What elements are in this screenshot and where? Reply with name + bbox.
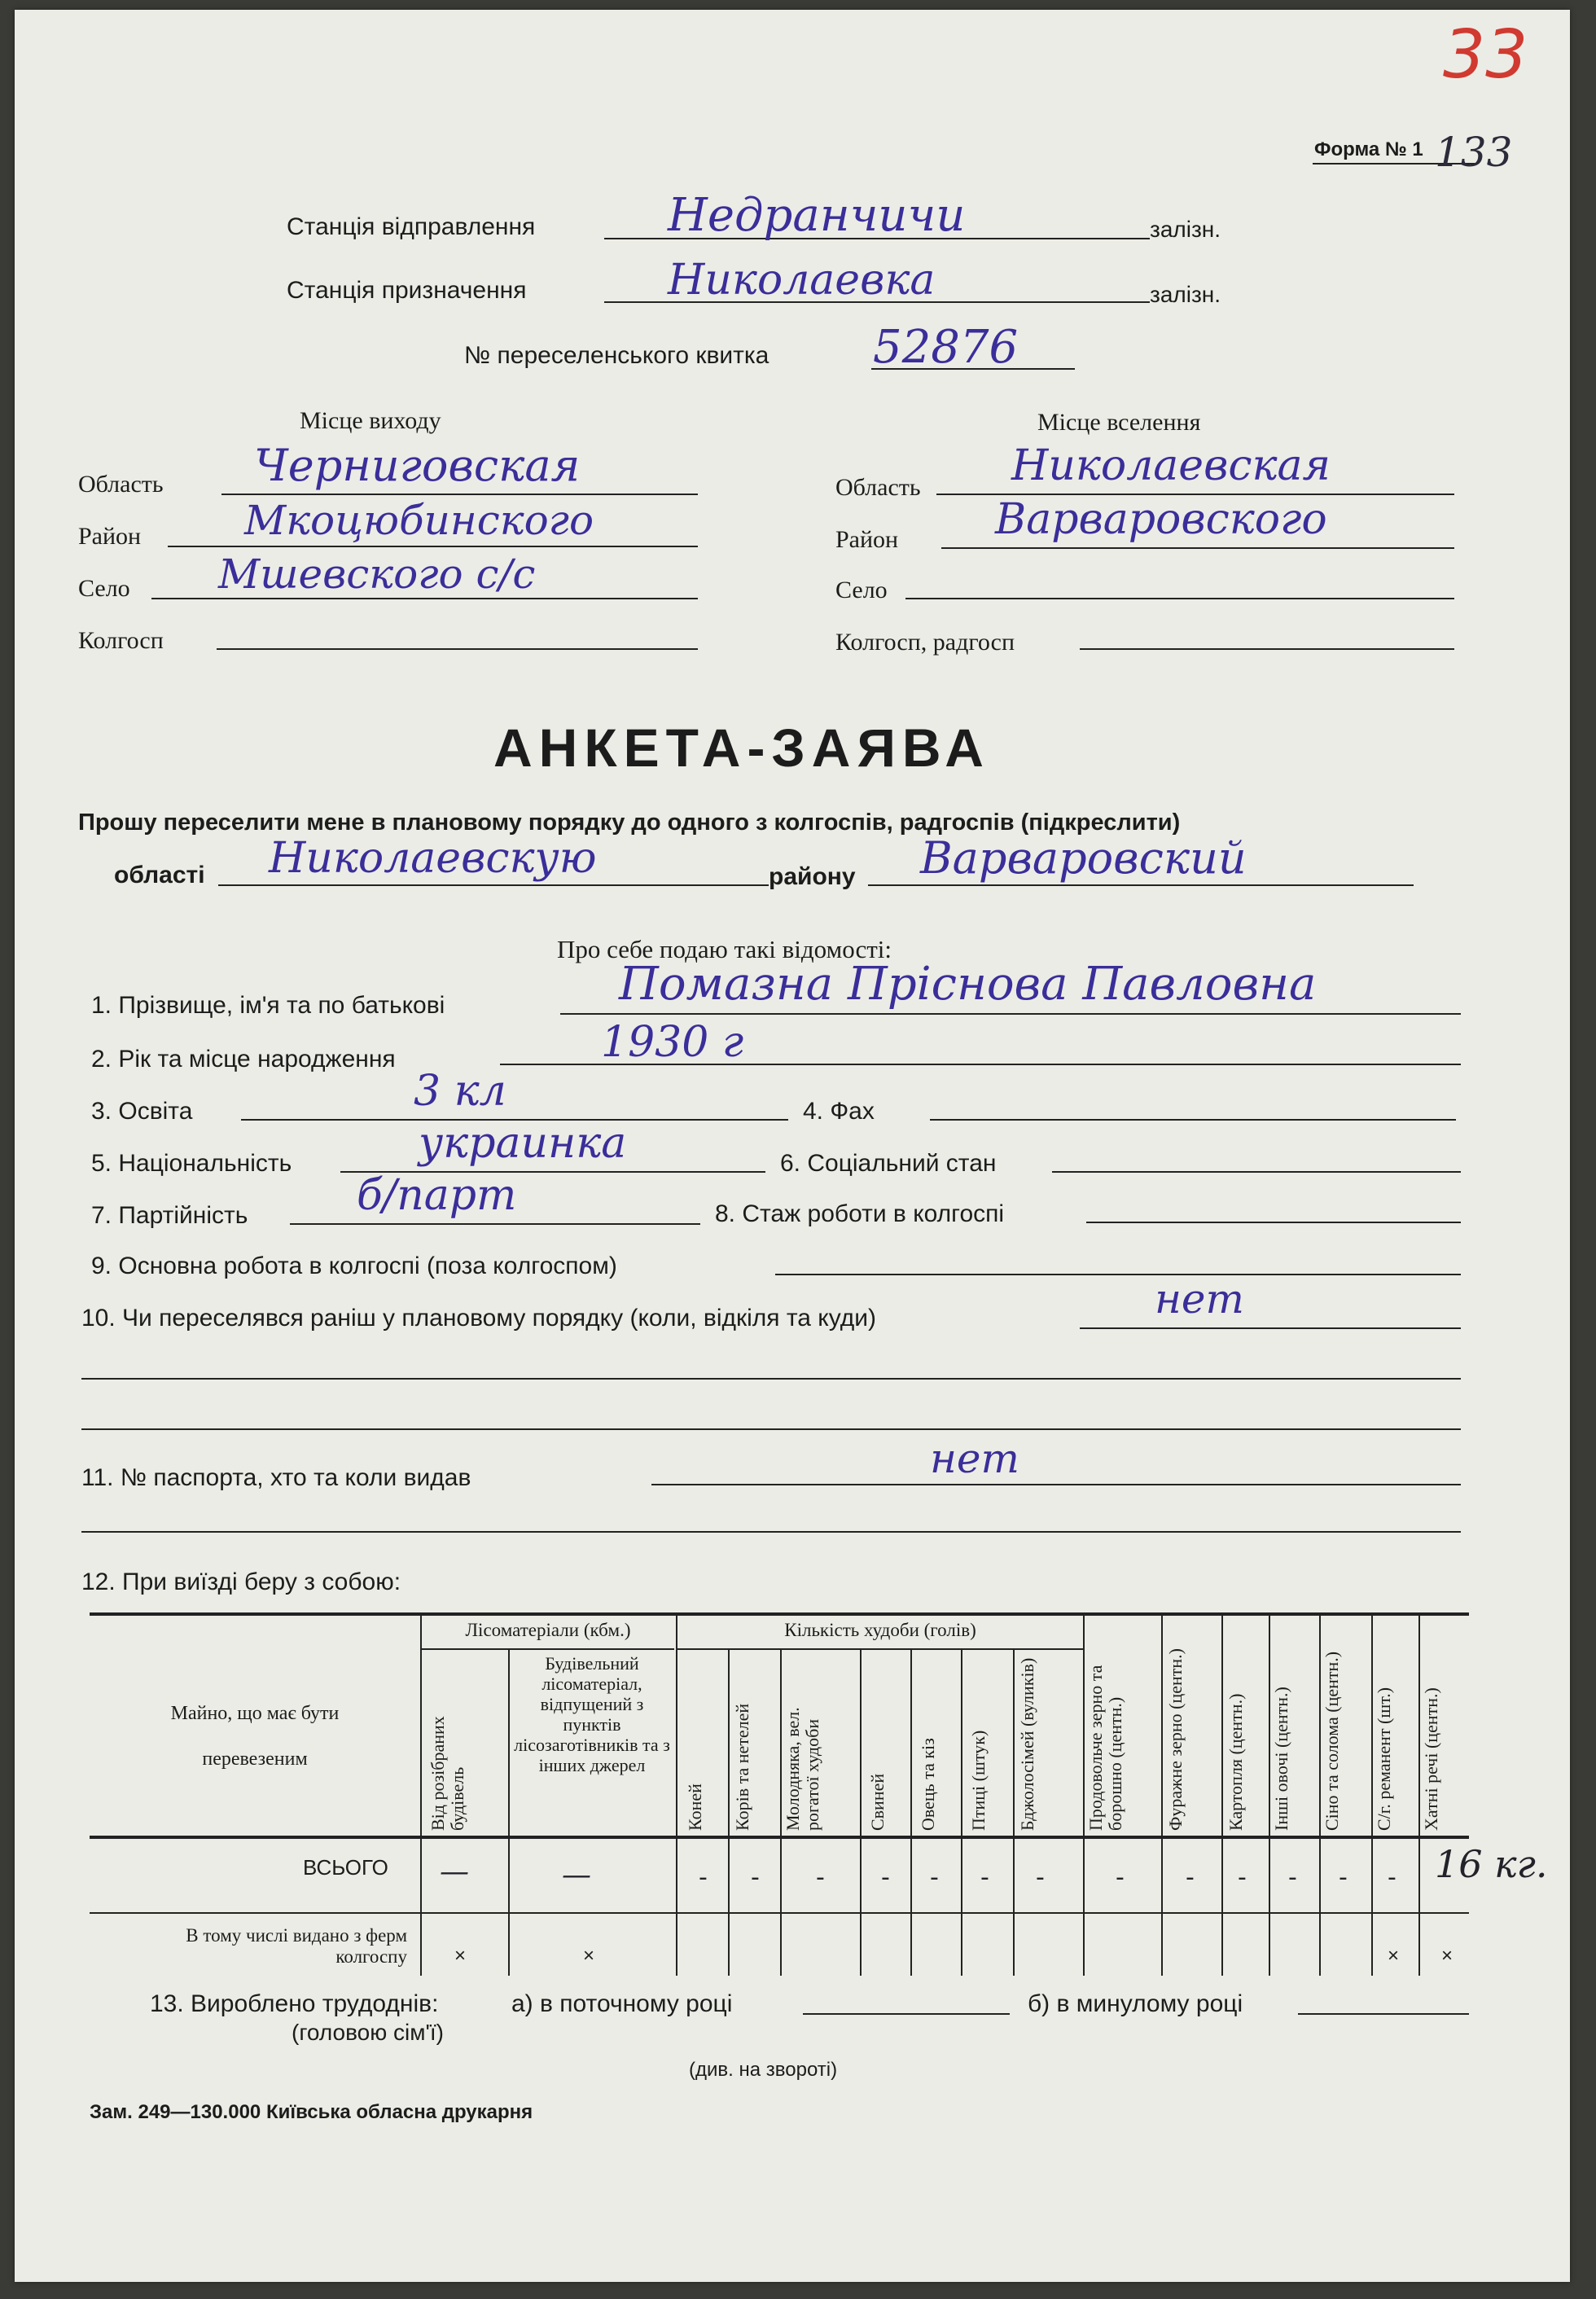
total-value-0: — <box>440 1855 469 1889</box>
destination-district-value: Варваровского <box>995 495 1327 544</box>
field-9-line <box>775 1274 1461 1275</box>
field-6-label: 6. Соціальний стан <box>780 1150 997 1177</box>
field-5-value: украинка <box>419 1119 627 1168</box>
livestock-col-horses: Коней <box>685 1783 705 1831</box>
col-divider-9 <box>1083 1614 1085 1976</box>
destination-region-value: Николаевская <box>1011 441 1331 490</box>
workdays-previous-line <box>1298 2013 1469 2015</box>
station-departure-value: Недранчичи <box>668 189 966 242</box>
printer-imprint: Зам. 249—130.000 Київська обласна друкарня <box>90 2101 533 2123</box>
field-1-line <box>560 1013 1461 1015</box>
field-11-extra-line <box>81 1531 1461 1533</box>
livestock-col-pigs: Свиней <box>867 1773 888 1831</box>
origin-region-value: Черниговская <box>254 440 581 491</box>
field-1-label: 1. Прізвище, ім'я та по батькові <box>91 992 445 1019</box>
total-value-10: - <box>1186 1863 1195 1892</box>
col-divider-14 <box>1371 1614 1373 1976</box>
origin-district-line <box>168 546 698 547</box>
col-divider-8 <box>1013 1648 1015 1976</box>
col-divider-15 <box>1418 1614 1420 1976</box>
field-2-label: 2. Рік та місце народження <box>91 1046 396 1073</box>
workdays-current-label: а) в поточному році <box>511 1990 733 2017</box>
request-raion-value: Варваровский <box>920 832 1247 884</box>
livestock-col-beehives: Бджолосімей (вуликів) <box>1017 1657 1037 1831</box>
farm-value-1: × <box>583 1945 595 1967</box>
col-divider-6 <box>910 1648 912 1976</box>
col-divider-12 <box>1269 1614 1270 1976</box>
info-heading: Про себе подаю такі відомості: <box>557 935 892 963</box>
workdays-sub: (головою сім'ї) <box>292 2020 444 2045</box>
farm-value-0: × <box>454 1945 467 1967</box>
origin-village-value: Мшевского с/с <box>218 551 536 598</box>
archive-red-number: 33 <box>1443 16 1528 94</box>
origin-kolhosp-label: Колгосп <box>78 627 164 654</box>
station-departure-suffix: залізн. <box>1150 217 1221 242</box>
col-divider-7 <box>961 1648 962 1976</box>
origin-heading: Місце виходу <box>300 407 441 434</box>
workdays-label: 13. Вироблено трудоднів: <box>150 1990 439 2017</box>
field-8-line <box>1086 1222 1461 1223</box>
total-value-14: - <box>1388 1863 1396 1892</box>
ticket-value: 52876 <box>873 321 1019 374</box>
request-raion-label: району <box>769 863 856 890</box>
col-divider-13 <box>1319 1614 1321 1976</box>
request-oblast-label: області <box>114 862 205 888</box>
total-value-1: — <box>562 1858 591 1892</box>
col-divider-3 <box>728 1648 730 1976</box>
total-value-11: - <box>1238 1863 1247 1892</box>
field-8-label: 8. Стаж роботи в колгоспі <box>715 1200 1005 1227</box>
col-household-items: Хатні речі (центн.) <box>1421 1687 1441 1831</box>
request-oblast-line <box>218 884 769 886</box>
destination-kolhosp-line <box>1080 648 1454 650</box>
origin-kolhosp-line <box>217 648 698 650</box>
total-value-5: - <box>881 1863 890 1892</box>
field-3-value: 3 кл <box>414 1067 506 1116</box>
station-arrival-value: Николаевка <box>668 256 936 305</box>
col-divider-2 <box>676 1614 677 1976</box>
property-header: Майно, що має бути перевезеним <box>170 1703 340 1770</box>
col-fodder-grain: Фуражне зерно (центн.) <box>1165 1648 1186 1831</box>
farm-value-2: × <box>1388 1945 1400 1967</box>
col-divider-10 <box>1161 1614 1163 1976</box>
field-11-label: 11. № паспорта, хто та коли видав <box>81 1464 471 1491</box>
field-7-value: б/парт <box>357 1171 517 1220</box>
origin-village-line <box>151 598 698 599</box>
timber-group-rule <box>420 1648 674 1650</box>
destination-village-line <box>905 598 1454 599</box>
total-row-label: ВСЬОГО <box>303 1855 388 1880</box>
total-value-8: - <box>1036 1863 1045 1892</box>
livestock-col-cows: Корів та нетелей <box>732 1703 752 1831</box>
livestock-col-sheep: Овець та кіз <box>918 1738 938 1831</box>
workdays-previous-label: б) в минулому році <box>1028 1990 1243 2017</box>
timber-col-dismantled: Від розібраних будівель <box>428 1716 467 1831</box>
total-value-4: - <box>816 1863 825 1892</box>
field-11-value: нет <box>930 1435 1019 1482</box>
station-arrival-suffix: залізн. <box>1150 282 1221 307</box>
col-divider-4 <box>780 1648 782 1976</box>
table-header-bottom-rule <box>90 1836 1469 1839</box>
table-total-bottom-rule <box>90 1912 1469 1914</box>
total-value-13: - <box>1339 1863 1348 1892</box>
destination-district-line <box>941 547 1454 549</box>
field-10-value: нет <box>1155 1275 1244 1323</box>
station-departure-label: Станція відправлення <box>287 213 536 240</box>
timber-col-issued: Будівельний лісоматеріал, відпущений з пунктів лісозаготівників та з інших джерел <box>514 1653 670 1775</box>
workdays-current-line <box>803 2013 1010 2015</box>
farm-row-label: В тому числі видано з ферм колгоспу <box>186 1925 407 1967</box>
form-title: АНКЕТА-ЗАЯВА <box>493 717 990 778</box>
form-number-handwritten: 133 <box>1435 129 1513 176</box>
field-10-extra-line-1 <box>81 1378 1461 1380</box>
origin-village-label: Село <box>78 575 130 602</box>
total-value-9: - <box>1116 1863 1125 1892</box>
col-divider-0 <box>420 1614 422 1976</box>
field-5-label: 5. Національність <box>91 1150 292 1177</box>
livestock-group-header: Кількість худоби (голів) <box>784 1620 976 1640</box>
col-other-vegetables: Інші овочі (центн.) <box>1271 1687 1291 1831</box>
station-arrival-label: Станція призначення <box>287 277 527 304</box>
livestock-col-poultry: Птиці (штук) <box>968 1730 989 1831</box>
ticket-label: № переселенського квитка <box>464 342 770 369</box>
farm-value-3: × <box>1441 1945 1454 1967</box>
col-farm-tools: С/г. реманент (шт.) <box>1374 1687 1394 1831</box>
field-3-label: 3. Освіта <box>91 1098 193 1125</box>
origin-district-value: Мкоцюбинского <box>244 497 594 544</box>
field-2-value: 1930 г <box>601 1018 744 1067</box>
destination-region-label: Область <box>835 474 921 501</box>
field-10-label: 10. Чи переселявся раніш у плановому порядку (коли, відкіля та куди) <box>81 1305 877 1332</box>
field-7-line <box>290 1223 700 1225</box>
field-1-value: Помазна Пріснова Павловна <box>619 958 1317 1011</box>
total-value-3: - <box>751 1863 760 1892</box>
col-food-grain: Продовольче зерно та борошно (центн.) <box>1085 1665 1125 1831</box>
total-value-7: - <box>980 1863 989 1892</box>
col-divider-11 <box>1221 1614 1223 1976</box>
request-oblast-value: Николаевскую <box>269 834 597 883</box>
origin-region-line <box>221 494 698 495</box>
destination-kolhosp-label: Колгосп, радгосп <box>835 629 1015 656</box>
field-10-line <box>1080 1327 1461 1329</box>
destination-heading: Місце вселення <box>1037 409 1201 436</box>
field-11-line <box>651 1484 1461 1485</box>
total-value-6: - <box>930 1863 939 1892</box>
field-12-label: 12. При виїзді беру з собою: <box>81 1568 401 1595</box>
total-value-15: 16 кг. <box>1435 1842 1548 1886</box>
field-4-label: 4. Фах <box>803 1098 875 1125</box>
livestock-group-rule <box>676 1648 1083 1650</box>
field-10-extra-line-2 <box>81 1428 1461 1430</box>
destination-village-label: Село <box>835 577 888 603</box>
origin-district-label: Район <box>78 523 142 550</box>
table-top-rule <box>90 1612 1469 1616</box>
field-6-line <box>1052 1171 1461 1173</box>
col-divider-5 <box>860 1648 862 1976</box>
destination-district-label: Район <box>835 526 899 553</box>
col-divider-1 <box>508 1648 510 1976</box>
timber-group-header: Лісоматеріали (кбм.) <box>465 1620 631 1640</box>
field-4-line <box>930 1119 1456 1121</box>
total-value-2: - <box>699 1863 708 1892</box>
col-hay-straw: Сіно та солома (центн.) <box>1322 1651 1342 1831</box>
field-9-label: 9. Основна робота в колгоспі (поза колгоспом) <box>91 1253 617 1279</box>
origin-region-label: Область <box>78 471 164 498</box>
livestock-col-young-cattle: Молодняка, вел. рогатої худоби <box>783 1707 822 1831</box>
col-potatoes: Картопля (центн.) <box>1226 1693 1246 1831</box>
request-text: Прошу переселити мене в плановому порядку до одного з колгоспів, радгоспів (підкреслити) <box>78 809 1181 836</box>
total-value-12: - <box>1288 1863 1297 1892</box>
see-reverse-note: (див. на звороті) <box>689 2059 838 2081</box>
field-7-label: 7. Партійність <box>91 1202 248 1229</box>
request-raion-line <box>868 884 1414 886</box>
form-number-label: Форма № 1 <box>1314 138 1423 160</box>
